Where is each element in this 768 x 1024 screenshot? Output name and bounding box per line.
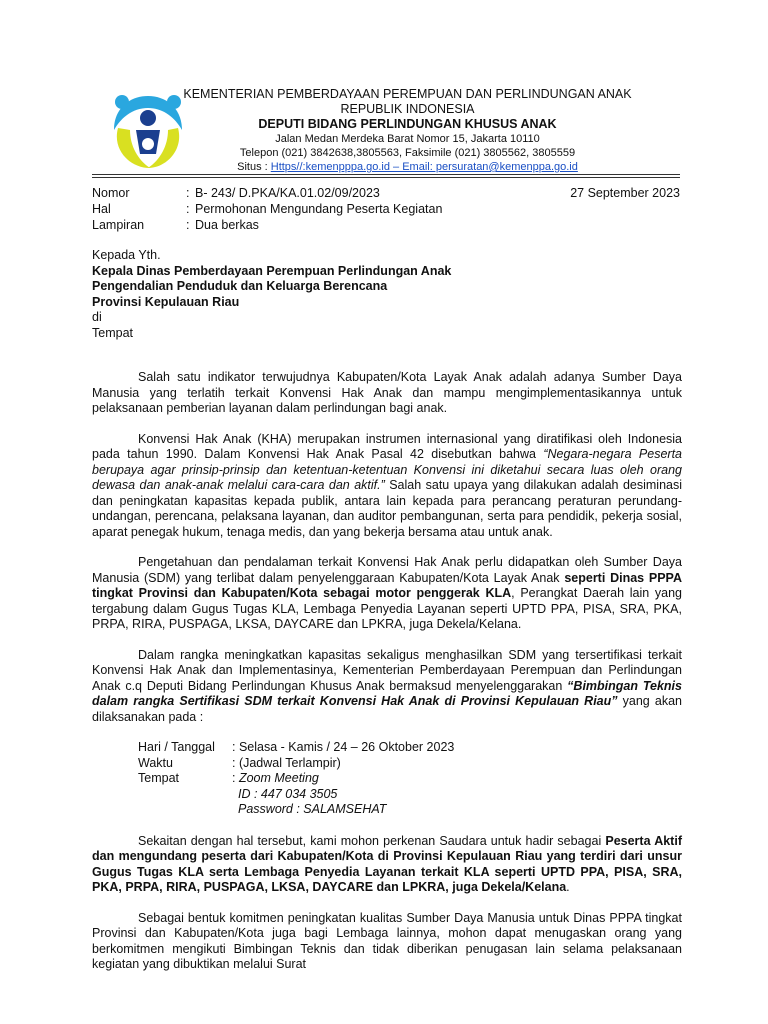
paragraph-5-text: Sekaitan dengan hal tersebut, kami mohon perkenan Saudara untuk hadir sebagai (138, 833, 606, 848)
paragraph-4 (92, 648, 682, 726)
tempat-colon: : (232, 771, 239, 785)
paragraph-1: Salah satu indikator terwujudnya Kabupaten/Kota Layak Anak adalah adanya Sumber Daya Manusia yang terlatih terkait Konvensi Hak Anak dan mampu mengimplementasikannya untuk pelaksanaan pemberian layanan dalam perlindungan bagi anak. (92, 370, 682, 415)
nomor-colon: : (186, 186, 190, 200)
site-link[interactable]: Https//:kemenpppa.go.id – Email: persuratan@kemenppa.go.id (270, 161, 578, 173)
schedule-row-tempat (138, 771, 682, 787)
recipient-tempat: Tempat (92, 325, 133, 340)
paragraph-4-text: Dalam rangka meningkatkan kapasitas sekaligus menghasilkan SDM yang tersertifikasi terkait Konvensi Hak Anak dan Implementasinya, Kementerian Pemberdayaan Perempuan dan Perlindungan Anak c.q Deputi Bidang Perlindungan Khusus Anak bermaksud menyelenggarakan (92, 647, 682, 693)
hal-label: Hal (92, 202, 111, 216)
nomor-label: Nomor (92, 186, 130, 200)
lampiran-value: Dua berkas (195, 218, 259, 232)
recipient-line-3: Provinsi Kepulauan Riau (92, 294, 240, 309)
recipient-salutation: Kepada Yth. (92, 248, 161, 262)
recipient-block (92, 248, 451, 341)
paragraph-3-text: Pengetahuan dan pendalaman terkait Konvensi Hak Anak perlu didapatkan oleh Sumber Daya Manusia (SDM) yang terlibat dalam penyelenggaraan Kabupaten/Kota Layak Anak (92, 555, 682, 585)
ministry-name: KEMENTERIAN PEMBERDAYAAN PEREMPUAN DAN PERLINDUNGAN ANAK (183, 87, 632, 101)
header-rule-top (92, 174, 680, 175)
paragraph-4-title: “Bimbingan Teknis dalam rangka Sertifikasi SDM terkait Konvensi Hak Anak di Provinsi Kepulauan Riau” (92, 678, 682, 708)
letterhead (180, 87, 635, 174)
lampiran-colon: : (186, 218, 190, 232)
paragraph-3 (92, 555, 682, 633)
schedule-block (138, 740, 682, 818)
paragraph-5-bold: Peserta Aktif dan mengundang peserta dari Kabupaten/Kota di Provinsi Kepulauan Riau yang terdiri dari unsur Gugus Tugas KLA serta Lembaga Penyedia Layanan terkait KLA seperti UPTD PPA, PISA, SRA, PKA, PRPA, RIRA, PUSPAGA, LKSA, DAYCARE dan LPKRA, juga Dekela/Kelana (92, 833, 682, 894)
schedule-row-id (138, 787, 682, 803)
paragraph-5-end: . (566, 880, 570, 894)
office-address: Jalan Medan Merdeka Barat Nomor 15, Jakarta 10110 (275, 133, 540, 145)
meta-row-lampiran (92, 218, 682, 234)
paragraph-2-rest: Salah satu upaya yang dilakukan adalah desiminasi dan peningkatan kapasitas kepada publik, antara lain kepada para perancang peraturan perundang-undangan, perencana, pelaksana layanan, dan auditor pembangunan, serta para pendidik, pekerja sosial, aparat penegak hukum, tenaga medis, dan yang bekerja bersama atau untuk anak. (92, 478, 682, 539)
paragraph-3-bold: seperti Dinas PPPA tingkat Provinsi dan Kabupaten/Kota sebagai motor penggerak KLA (92, 570, 682, 600)
hari-label: Hari / Tanggal (138, 740, 215, 754)
department-name: DEPUTI BIDANG PERLINDUNGAN KHUSUS ANAK (258, 117, 557, 131)
nomor-value: B- 243/ D.PKA/KA.01.02/09/2023 (195, 186, 380, 200)
paragraph-6: Sebagai bentuk komitmen peningkatan kualitas Sumber Daya Manusia untuk Dinas PPPA tingkat Provinsi dan Kabupaten/Kota juga bagi Lembaga lainnya, mohon dapat menugaskan orang yang berkomitmen mengikuti Bimbingan Teknis dan tidak diberikan penugasan lain selama pelaksanaan kegiatan yang dibuktikan melalui Surat (92, 910, 682, 971)
schedule-row-hari (138, 740, 682, 756)
paragraph-5 (92, 834, 682, 896)
office-site (180, 160, 635, 174)
recipient-line-2: Pengendalian Penduduk dan Keluarga Berencana (92, 279, 388, 293)
hal-colon: : (186, 202, 190, 216)
schedule-row-password (138, 802, 682, 818)
lampiran-label: Lampiran (92, 218, 145, 232)
meta-row-nomor (92, 186, 682, 202)
paragraph-2-quote: “Negara-negara Peserta berupaya agar prinsip-prinsip dan ketentuan-ketentuan Konvensi ini diketahui secara luas oleh orang dewasa dan anak-anak melalui cara-cara dan aktif.” (92, 447, 682, 492)
meta-row-hal (92, 202, 682, 218)
paragraph-2 (92, 432, 682, 541)
hal-value: Permohonan Mengundang Peserta Kegiatan (195, 202, 443, 216)
recipient-di: di (92, 310, 102, 324)
paragraph-2-text: Konvensi Hak Anak (KHA) merupakan instrumen internasional yang diratifikasi oleh Indonesia pada tahun 1990. Dalam Konvensi Hak Anak Pasal 42 disebutkan bahwa (92, 431, 682, 461)
site-label: Situs : (237, 161, 268, 173)
letter-body (92, 370, 682, 988)
paragraph-3-rest: , Perangkat Daerah lain yang tergabung dalam Gugus Tugas KLA, Lembaga Penyedia Layanan seperti UPTD PPA, PISA, SRA, PKA, PRPA, RIRA, PUSPAGA, LKSA, DAYCARE dan LPKRA, juga Dekela/Kelana. (92, 586, 682, 631)
tempat-label: Tempat (138, 771, 179, 785)
tempat-value-wrap (232, 771, 319, 787)
waktu-value: : (Jadwal Terlampir) (232, 755, 341, 770)
header-rule-bottom (92, 177, 680, 178)
recipient-line-1: Kepala Dinas Pemberdayaan Perempuan Perlindungan Anak (92, 263, 452, 278)
office-phone: Telepon (021) 3842638,3805563, Faksimile (021) 3805562, 3805559 (239, 147, 576, 159)
hari-value: : Selasa - Kamis / 24 – 26 Oktober 2023 (232, 740, 455, 754)
schedule-row-waktu (138, 756, 682, 772)
country-name: REPUBLIK INDONESIA (340, 102, 475, 116)
ministry-logo (108, 88, 188, 172)
tempat-value: Zoom Meeting (238, 771, 319, 785)
meeting-password: Password : SALAMSEHAT (238, 802, 387, 816)
letter-date: 27 September 2023 (570, 186, 680, 200)
letter-meta (92, 186, 682, 234)
paragraph-4-rest: yang akan dilaksanakan pada : (92, 694, 682, 724)
meeting-id: ID : 447 034 3505 (238, 786, 338, 801)
waktu-label: Waktu (138, 755, 173, 770)
